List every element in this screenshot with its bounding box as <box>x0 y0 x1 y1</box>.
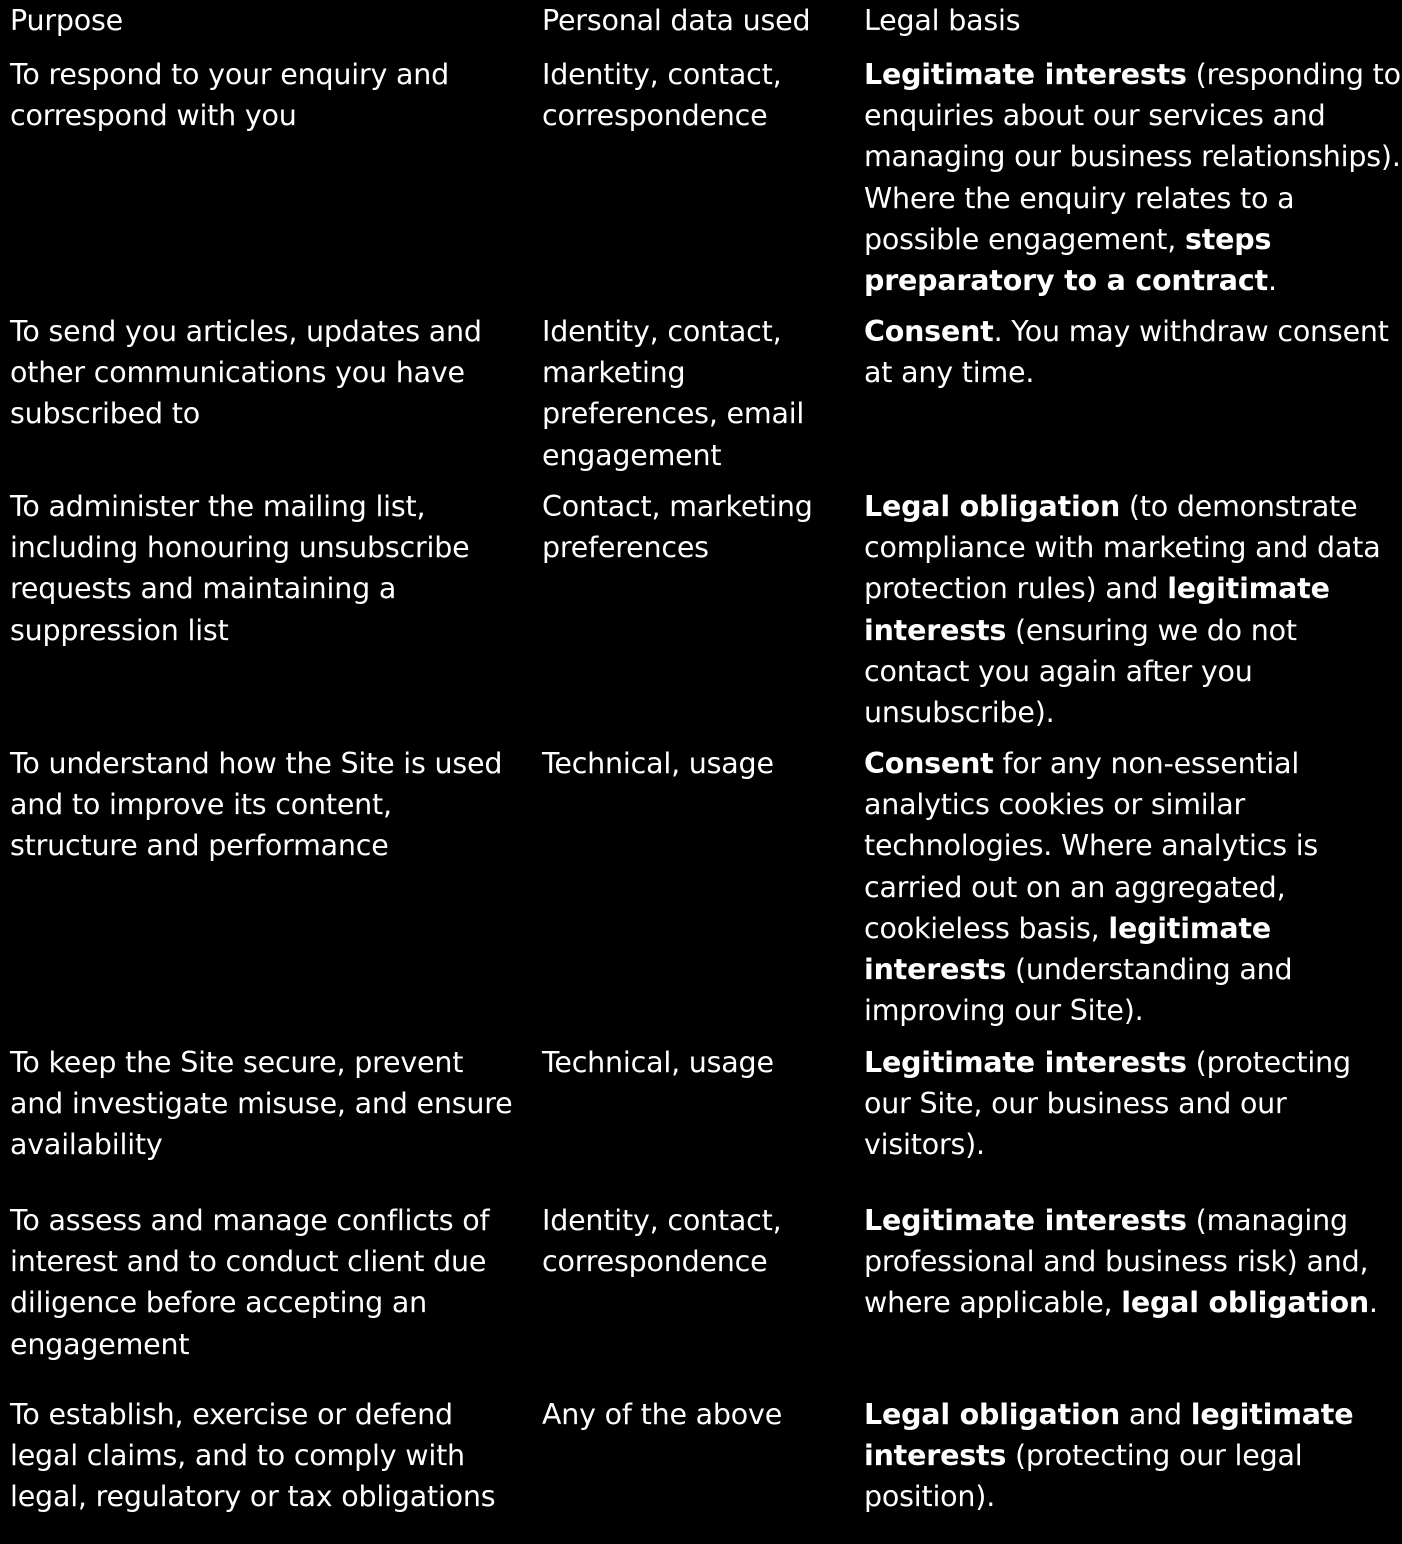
legal-basis-bold: Legitimate interests <box>864 1046 1187 1079</box>
legal-basis-text: (protecting our legal position). <box>864 1439 1303 1514</box>
legal-basis-text: . <box>1368 1286 1378 1320</box>
legal-basis-cell <box>864 486 1402 733</box>
legal-basis-text: (understanding and improving our Site). <box>864 953 1293 1028</box>
legal-basis-text: (to demonstrate compliance with marketing and data protection rules) and <box>864 490 1381 606</box>
legal-basis-text: and <box>1120 1398 1191 1431</box>
legal-basis-bold: Legal obligation <box>864 490 1121 523</box>
purpose-cell: To keep the Site secure, prevent and investigate misuse, and ensure availability <box>10 1046 513 1162</box>
purpose-cell: To administer the mailing list, including honouring unsubscribe requests and maintaining a suppression list <box>10 490 470 647</box>
legal-basis-bold: Legitimate interests <box>864 58 1187 91</box>
legal-basis-cell <box>864 311 1402 393</box>
legal-basis-text: (ensuring we do not contact you again after you unsubscribe). <box>864 613 1297 730</box>
purpose-cell: To send you articles, updates and other communications you have subscribed to <box>10 315 482 431</box>
purpose-cell: To respond to your enquiry and correspond with you <box>10 58 450 133</box>
legal-basis-bold: legal obligation <box>1121 1286 1369 1320</box>
legal-basis-text: (managing professional and business risk) and, where applicable, <box>864 1204 1369 1320</box>
legal-basis-bold: legitimate interests <box>864 572 1330 647</box>
legal-basis-text: (protecting our Site, our business and our visitors). <box>864 1046 1351 1162</box>
legal-basis-text: for any non-essential analytics cookies or similar technologies. Where analytics is carried out on an aggregated, cookieless basis, <box>864 747 1319 945</box>
legal-basis-text: . You may withdraw consent at any time. <box>864 315 1389 390</box>
legal-basis-bold: legitimate interests <box>864 911 1271 987</box>
legal-basis-text: (responding to enquiries about our services and managing our business relationships). Where the enquiry relates to a possible engagement, <box>864 58 1401 256</box>
legal-basis-bold: Consent <box>864 747 994 780</box>
header-legal-basis: Legal basis <box>864 4 1021 37</box>
header-purpose: Purpose <box>10 4 123 37</box>
legal-basis-bold: Legal obligation <box>864 1398 1121 1431</box>
personal-data-cell: Any of the above <box>542 1398 783 1431</box>
legal-basis-cell <box>864 1042 1402 1166</box>
personal-data-cell: Technical, usage <box>542 747 774 780</box>
personal-data-cell: Identity, contact, marketing preferences, email engagement <box>542 315 805 472</box>
legal-basis-cell <box>864 1394 1402 1518</box>
purpose-cell: To assess and manage conflicts of interest and to conduct client due diligence before accepting an engagement <box>10 1204 490 1361</box>
purpose-cell: To understand how the Site is used and to improve its content, structure and performance <box>10 747 503 863</box>
personal-data-cell: Identity, contact, correspondence <box>542 1204 782 1279</box>
legal-basis-cell <box>864 743 1402 1031</box>
personal-data-cell: Contact, marketing preferences <box>542 490 813 565</box>
legal-basis-cell <box>864 1200 1402 1324</box>
legal-basis-bold: legitimate interests <box>864 1398 1354 1473</box>
header-personal-data: Personal data used <box>542 4 811 37</box>
personal-data-cell: Technical, usage <box>542 1046 774 1079</box>
legal-basis-bold: Legitimate interests <box>864 1204 1187 1237</box>
legal-basis-bold: steps preparatory to a contract <box>864 222 1272 298</box>
purpose-cell: To establish, exercise or defend legal claims, and to comply with legal, regulatory or tax obligations <box>10 1398 496 1514</box>
legal-basis-cell <box>864 54 1402 301</box>
legal-basis-bold: Consent <box>864 315 994 348</box>
legal-basis-text: . <box>1267 264 1277 298</box>
personal-data-cell: Identity, contact, correspondence <box>542 58 782 133</box>
